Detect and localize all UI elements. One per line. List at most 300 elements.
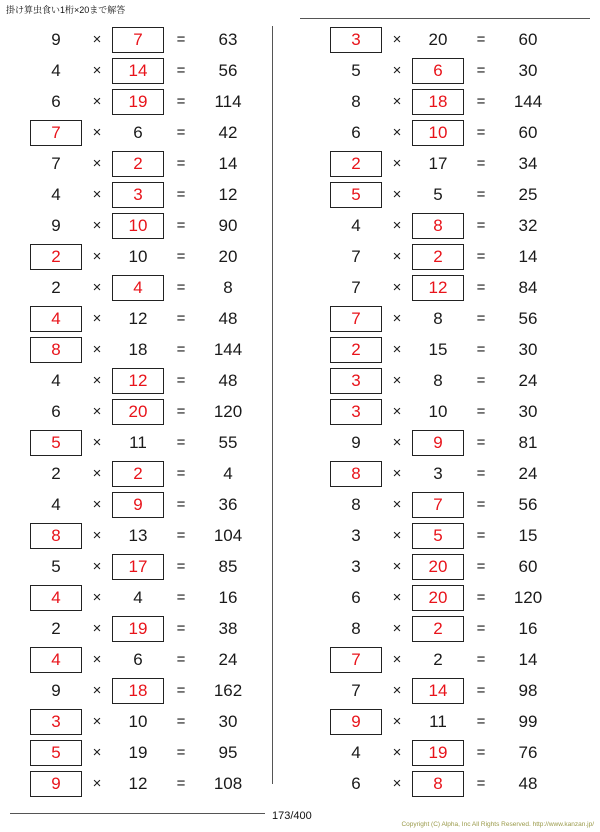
problem-row — [300, 520, 600, 551]
product-value: 60 — [518, 29, 538, 49]
answer-box-operand-b[interactable]: 20 — [112, 399, 164, 425]
problem-row — [300, 458, 600, 489]
problem-row — [0, 24, 300, 55]
answer-box-operand-a[interactable]: 5 — [30, 430, 82, 456]
operand-a: 8 — [351, 618, 361, 638]
equals-icon: = — [476, 713, 486, 730]
problem-row — [300, 427, 600, 458]
operand-a: 4 — [51, 60, 61, 80]
answer-box-operand-a[interactable]: 3 — [330, 368, 382, 394]
footer-divider — [10, 813, 265, 814]
multiply-icon: × — [92, 248, 102, 265]
answer-box-operand-a[interactable]: 4 — [30, 306, 82, 332]
equals-icon: = — [176, 341, 186, 358]
problem-row — [300, 365, 600, 396]
product-value: 84 — [518, 277, 538, 297]
operand-a: 8 — [351, 91, 361, 111]
operand-a: 9 — [351, 432, 361, 452]
product-value: 120 — [513, 587, 543, 607]
problem-row — [0, 334, 300, 365]
operand-a: 2 — [51, 463, 61, 483]
problem-columns — [0, 24, 600, 796]
product-value: 63 — [218, 29, 238, 49]
answer-box-operand-b[interactable]: 4 — [112, 275, 164, 301]
operand-b: 2 — [433, 649, 443, 669]
problem-row — [0, 303, 300, 334]
operand-a: 7 — [351, 277, 361, 297]
product-value: 24 — [218, 649, 238, 669]
operand-a: 4 — [51, 184, 61, 204]
product-value: 30 — [518, 401, 538, 421]
operand-a: 6 — [51, 91, 61, 111]
problem-row — [300, 148, 600, 179]
answer-box-operand-b[interactable]: 19 — [412, 740, 464, 766]
product-value: 76 — [518, 742, 538, 762]
problem-row — [300, 117, 600, 148]
product-value: 30 — [518, 339, 538, 359]
answer-box-operand-b[interactable]: 19 — [112, 89, 164, 115]
answer-box-operand-b[interactable]: 7 — [112, 27, 164, 53]
operand-a: 4 — [351, 215, 361, 235]
product-value: 108 — [213, 773, 243, 793]
answer-box-operand-b[interactable]: 18 — [412, 89, 464, 115]
operand-b: 10 — [128, 711, 148, 731]
problem-row — [0, 210, 300, 241]
product-value: 32 — [518, 215, 538, 235]
operand-b: 6 — [133, 122, 143, 142]
answer-box-operand-b[interactable]: 10 — [112, 213, 164, 239]
answer-box-operand-b[interactable]: 14 — [112, 58, 164, 84]
operand-b: 6 — [133, 649, 143, 669]
problem-row — [300, 303, 600, 334]
multiply-icon: × — [92, 496, 102, 513]
answer-box-operand-b[interactable]: 2 — [112, 461, 164, 487]
equals-icon: = — [476, 279, 486, 296]
product-value: 25 — [518, 184, 538, 204]
product-value: 15 — [518, 525, 538, 545]
product-value: 14 — [218, 153, 238, 173]
product-value: 114 — [214, 91, 242, 111]
problem-row — [0, 117, 300, 148]
problem-row — [0, 644, 300, 675]
answer-box-operand-a[interactable]: 3 — [30, 709, 82, 735]
product-value: 48 — [218, 370, 238, 390]
answer-box-operand-b[interactable]: 18 — [112, 678, 164, 704]
equals-icon: = — [176, 248, 186, 265]
equals-icon: = — [176, 620, 186, 637]
operand-b: 10 — [128, 246, 148, 266]
answer-box-operand-b[interactable]: 8 — [412, 771, 464, 797]
operand-a: 3 — [351, 556, 361, 576]
problem-row — [0, 706, 300, 737]
answer-box-operand-a[interactable]: 8 — [30, 337, 82, 363]
product-value: 56 — [218, 60, 238, 80]
answer-box-operand-a[interactable]: 8 — [330, 461, 382, 487]
operand-a: 8 — [351, 494, 361, 514]
multiply-icon: × — [392, 279, 402, 296]
operand-a: 6 — [351, 587, 361, 607]
equals-icon: = — [176, 434, 186, 451]
equals-icon: = — [476, 620, 486, 637]
problem-row — [300, 241, 600, 272]
multiply-icon: × — [392, 155, 402, 172]
product-value: 14 — [518, 246, 538, 266]
operand-b: 19 — [128, 742, 148, 762]
multiply-icon: × — [92, 434, 102, 451]
answer-box-operand-b[interactable]: 12 — [412, 275, 464, 301]
answer-box-operand-a[interactable]: 2 — [30, 244, 82, 270]
multiply-icon: × — [392, 775, 402, 792]
multiply-icon: × — [392, 434, 402, 451]
answer-box-operand-b[interactable]: 20 — [412, 554, 464, 580]
multiply-icon: × — [92, 558, 102, 575]
equals-icon: = — [476, 558, 486, 575]
multiply-icon: × — [92, 713, 102, 730]
multiply-icon: × — [92, 682, 102, 699]
answer-box-operand-b[interactable]: 5 — [412, 523, 464, 549]
equals-icon: = — [476, 31, 486, 48]
multiply-icon: × — [392, 186, 402, 203]
equals-icon: = — [176, 372, 186, 389]
equals-icon: = — [176, 310, 186, 327]
answer-box-operand-a[interactable]: 2 — [330, 151, 382, 177]
multiply-icon: × — [92, 341, 102, 358]
answer-box-operand-a[interactable]: 7 — [330, 306, 382, 332]
problem-row — [0, 148, 300, 179]
equals-icon: = — [476, 310, 486, 327]
multiply-icon: × — [92, 93, 102, 110]
equals-icon: = — [476, 682, 486, 699]
problem-row — [0, 86, 300, 117]
operand-a: 2 — [51, 277, 61, 297]
operand-b: 20 — [428, 29, 448, 49]
problem-row — [300, 334, 600, 365]
answer-box-operand-a[interactable]: 4 — [30, 647, 82, 673]
multiply-icon: × — [92, 279, 102, 296]
answer-box-operand-a[interactable]: 8 — [30, 523, 82, 549]
equals-icon: = — [176, 775, 186, 792]
problem-row — [300, 55, 600, 86]
multiply-icon: × — [392, 403, 402, 420]
equals-icon: = — [476, 589, 486, 606]
product-value: 120 — [213, 401, 243, 421]
answer-box-operand-b[interactable]: 6 — [412, 58, 464, 84]
multiply-icon: × — [392, 372, 402, 389]
equals-icon: = — [176, 465, 186, 482]
multiply-icon: × — [92, 403, 102, 420]
answer-box-operand-a[interactable]: 9 — [330, 709, 382, 735]
answer-box-operand-b[interactable]: 10 — [412, 120, 464, 146]
answer-box-operand-b[interactable]: 2 — [112, 151, 164, 177]
product-value: 95 — [218, 742, 238, 762]
product-value: 56 — [518, 494, 538, 514]
answer-box-operand-a[interactable]: 5 — [330, 182, 382, 208]
problem-row — [0, 179, 300, 210]
answer-box-operand-b[interactable]: 3 — [112, 182, 164, 208]
operand-b: 8 — [433, 370, 443, 390]
multiply-icon: × — [392, 62, 402, 79]
product-value: 34 — [518, 153, 538, 173]
operand-a: 4 — [51, 370, 61, 390]
problem-row — [0, 241, 300, 272]
equals-icon: = — [176, 279, 186, 296]
problem-row — [0, 613, 300, 644]
multiply-icon: × — [392, 620, 402, 637]
equals-icon: = — [176, 713, 186, 730]
product-value: 36 — [218, 494, 238, 514]
problem-row — [300, 489, 600, 520]
product-value: 56 — [518, 308, 538, 328]
problem-row — [0, 272, 300, 303]
operand-a: 2 — [51, 618, 61, 638]
answer-box-operand-b[interactable]: 19 — [112, 616, 164, 642]
problem-row — [0, 737, 300, 768]
multiply-icon: × — [392, 310, 402, 327]
operand-a: 5 — [51, 556, 61, 576]
product-value: 90 — [218, 215, 238, 235]
answer-box-operand-b[interactable]: 8 — [412, 213, 464, 239]
problem-row — [0, 55, 300, 86]
equals-icon: = — [176, 155, 186, 172]
multiply-icon: × — [92, 372, 102, 389]
operand-b: 8 — [433, 308, 443, 328]
multiply-icon: × — [92, 620, 102, 637]
copyright-notice: Copyright (C) Alpha, Inc All Rights Reserved. http://www.kanzan.jp/ — [401, 821, 594, 828]
product-value: 4 — [223, 463, 233, 483]
equals-icon: = — [176, 124, 186, 141]
operand-a: 9 — [51, 29, 61, 49]
answer-box-operand-a[interactable]: 3 — [330, 27, 382, 53]
problem-row — [0, 396, 300, 427]
header-divider — [300, 18, 590, 19]
equals-icon: = — [476, 496, 486, 513]
multiply-icon: × — [392, 31, 402, 48]
product-value: 30 — [518, 60, 538, 80]
page-number: 173/400 — [272, 810, 312, 822]
equals-icon: = — [176, 186, 186, 203]
problem-row — [300, 768, 600, 799]
problem-row — [300, 551, 600, 582]
problem-row — [300, 675, 600, 706]
equals-icon: = — [476, 62, 486, 79]
multiply-icon: × — [392, 217, 402, 234]
column-divider — [272, 26, 273, 784]
problem-row — [300, 582, 600, 613]
operand-b: 4 — [133, 587, 143, 607]
answer-box-operand-a[interactable]: 2 — [330, 337, 382, 363]
answer-box-operand-a[interactable]: 9 — [30, 771, 82, 797]
problem-row — [300, 613, 600, 644]
multiply-icon: × — [92, 186, 102, 203]
equals-icon: = — [476, 434, 486, 451]
page-title: 掛け算虫食い1桁×20まで解答 — [6, 5, 126, 15]
product-value: 38 — [218, 618, 238, 638]
problem-row — [300, 396, 600, 427]
operand-a: 9 — [51, 215, 61, 235]
problem-row — [300, 272, 600, 303]
multiply-icon: × — [392, 465, 402, 482]
equals-icon: = — [476, 248, 486, 265]
answer-box-operand-b[interactable]: 20 — [412, 585, 464, 611]
equals-icon: = — [476, 186, 486, 203]
multiply-icon: × — [392, 496, 402, 513]
multiply-icon: × — [392, 93, 402, 110]
problem-row — [0, 582, 300, 613]
product-value: 8 — [223, 277, 233, 297]
product-value: 81 — [518, 432, 538, 452]
answer-box-operand-a[interactable]: 7 — [330, 647, 382, 673]
product-value: 55 — [218, 432, 238, 452]
equals-icon: = — [176, 62, 186, 79]
operand-b: 10 — [428, 401, 448, 421]
operand-b: 11 — [129, 432, 147, 452]
answer-box-operand-b[interactable]: 12 — [112, 368, 164, 394]
operand-a: 7 — [51, 153, 61, 173]
answer-box-operand-a[interactable]: 4 — [30, 585, 82, 611]
product-value: 30 — [218, 711, 238, 731]
answer-box-operand-a[interactable]: 5 — [30, 740, 82, 766]
problem-row — [300, 210, 600, 241]
answer-box-operand-b[interactable]: 2 — [412, 244, 464, 270]
product-value: 98 — [518, 680, 538, 700]
problem-column-right — [300, 24, 600, 796]
operand-b: 12 — [128, 773, 148, 793]
product-value: 16 — [518, 618, 538, 638]
multiply-icon: × — [392, 589, 402, 606]
operand-a: 3 — [351, 525, 361, 545]
multiply-icon: × — [392, 248, 402, 265]
answer-box-operand-a[interactable]: 7 — [30, 120, 82, 146]
product-value: 48 — [518, 773, 538, 793]
product-value: 14 — [518, 649, 538, 669]
multiply-icon: × — [392, 682, 402, 699]
product-value: 104 — [213, 525, 243, 545]
problem-row — [300, 24, 600, 55]
multiply-icon: × — [92, 217, 102, 234]
product-value: 99 — [518, 711, 538, 731]
problem-row — [300, 737, 600, 768]
equals-icon: = — [176, 527, 186, 544]
problem-row — [300, 706, 600, 737]
answer-box-operand-b[interactable]: 7 — [412, 492, 464, 518]
multiply-icon: × — [92, 775, 102, 792]
equals-icon: = — [176, 651, 186, 668]
multiply-icon: × — [392, 527, 402, 544]
operand-b: 12 — [128, 308, 148, 328]
problem-row — [0, 365, 300, 396]
multiply-icon: × — [92, 124, 102, 141]
equals-icon: = — [476, 775, 486, 792]
equals-icon: = — [476, 93, 486, 110]
product-value: 85 — [218, 556, 238, 576]
answer-box-operand-b[interactable]: 14 — [412, 678, 464, 704]
problem-row — [0, 768, 300, 799]
operand-b: 11 — [429, 711, 447, 731]
multiply-icon: × — [92, 310, 102, 327]
operand-a: 6 — [351, 773, 361, 793]
equals-icon: = — [476, 403, 486, 420]
equals-icon: = — [176, 558, 186, 575]
product-value: 24 — [518, 370, 538, 390]
equals-icon: = — [476, 217, 486, 234]
multiply-icon: × — [392, 651, 402, 668]
product-value: 16 — [218, 587, 238, 607]
answer-box-operand-a[interactable]: 3 — [330, 399, 382, 425]
answer-box-operand-b[interactable]: 2 — [412, 616, 464, 642]
problem-row — [0, 675, 300, 706]
operand-b: 18 — [128, 339, 148, 359]
operand-a: 4 — [351, 742, 361, 762]
multiply-icon: × — [92, 651, 102, 668]
product-value: 12 — [218, 184, 238, 204]
multiply-icon: × — [392, 744, 402, 761]
multiply-icon: × — [92, 465, 102, 482]
operand-b: 17 — [428, 153, 448, 173]
multiply-icon: × — [92, 744, 102, 761]
product-value: 144 — [513, 91, 543, 111]
product-value: 42 — [218, 122, 238, 142]
equals-icon: = — [176, 403, 186, 420]
product-value: 60 — [518, 556, 538, 576]
problem-row — [0, 520, 300, 551]
equals-icon: = — [476, 465, 486, 482]
product-value: 60 — [518, 122, 538, 142]
multiply-icon: × — [392, 124, 402, 141]
answer-box-operand-b[interactable]: 17 — [112, 554, 164, 580]
equals-icon: = — [176, 496, 186, 513]
product-value: 162 — [213, 680, 243, 700]
multiply-icon: × — [392, 713, 402, 730]
problem-row — [0, 489, 300, 520]
multiply-icon: × — [92, 589, 102, 606]
multiply-icon: × — [92, 155, 102, 172]
operand-b: 13 — [128, 525, 148, 545]
operand-a: 9 — [51, 680, 61, 700]
equals-icon: = — [176, 217, 186, 234]
answer-box-operand-b[interactable]: 9 — [412, 430, 464, 456]
equals-icon: = — [176, 93, 186, 110]
operand-a: 6 — [351, 122, 361, 142]
operand-a: 6 — [51, 401, 61, 421]
problem-row — [300, 86, 600, 117]
equals-icon: = — [476, 744, 486, 761]
problem-row — [300, 644, 600, 675]
problem-row — [0, 458, 300, 489]
equals-icon: = — [176, 589, 186, 606]
operand-a: 7 — [351, 246, 361, 266]
operand-a: 4 — [51, 494, 61, 514]
operand-b: 5 — [433, 184, 443, 204]
multiply-icon: × — [92, 527, 102, 544]
operand-a: 5 — [351, 60, 361, 80]
equals-icon: = — [476, 651, 486, 668]
operand-b: 15 — [428, 339, 448, 359]
multiply-icon: × — [392, 341, 402, 358]
answer-box-operand-b[interactable]: 9 — [112, 492, 164, 518]
equals-icon: = — [176, 682, 186, 699]
product-value: 144 — [213, 339, 243, 359]
problem-row — [0, 551, 300, 582]
equals-icon: = — [476, 341, 486, 358]
product-value: 24 — [518, 463, 538, 483]
problem-column-left — [0, 24, 300, 796]
problem-row — [0, 427, 300, 458]
product-value: 48 — [218, 308, 238, 328]
multiply-icon: × — [92, 31, 102, 48]
equals-icon: = — [476, 372, 486, 389]
multiply-icon: × — [392, 558, 402, 575]
equals-icon: = — [476, 124, 486, 141]
